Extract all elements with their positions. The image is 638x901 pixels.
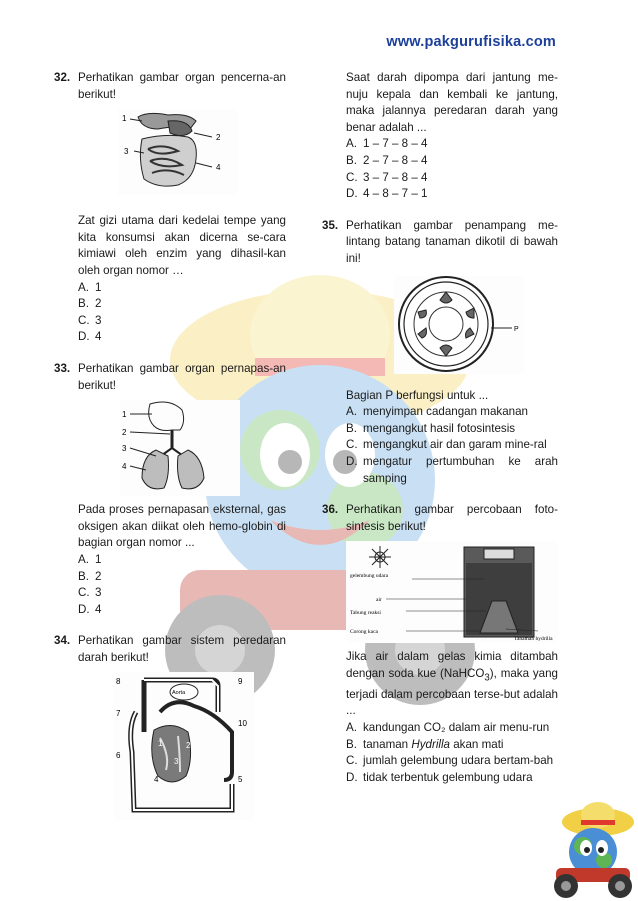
option-c[interactable]: C. 3 – 7 – 8 – 4 (346, 170, 428, 184)
question-34 (54, 633, 286, 820)
option-d[interactable]: D. tidak terbentuk gelembung udara (346, 770, 533, 784)
option-a[interactable]: A. 1 (78, 280, 102, 294)
stem-cross-section-figure (394, 276, 558, 374)
question-stem: Pada proses pernapasan eksternal, gas oksigen akan diikat oleh hemo-globin di bagian organ nomor ... (78, 503, 286, 550)
site-url[interactable]: www.pakgurufisika.com (386, 34, 556, 50)
question-number: 35. (322, 218, 339, 232)
photosynthesis-figure (346, 541, 558, 643)
label-aorta: Aorta (172, 690, 186, 697)
label-2: 2 (216, 133, 221, 143)
option-c[interactable]: C. 3 (78, 586, 102, 600)
question-35 (322, 218, 558, 487)
label-1: 1 (122, 114, 127, 124)
digestive-figure (118, 109, 286, 195)
option-b[interactable]: B. tanaman Hydrilla akan mati (346, 737, 504, 751)
label-5: 5 (238, 775, 243, 785)
question-36 (322, 502, 558, 786)
label-3: 3 (122, 444, 127, 454)
question-stem: Saat darah dipompa dari jantung me-nuju kepala dan kembali ke jantung, maka jalannya peredaran darah yang benar adalah ... (346, 71, 558, 134)
option-d[interactable]: D. mengatur pertumbuhan ke arah samping (346, 454, 558, 485)
question-34-continued (322, 70, 558, 203)
option-b[interactable]: B. 2 – 7 – 8 – 4 (346, 153, 428, 167)
question-text: Perhatikan gambar penampang me-lintang batang tanaman dikotil di bawah ini! (346, 218, 558, 265)
label-8: 8 (116, 677, 121, 687)
option-d[interactable]: D. 4 – 8 – 7 – 1 (346, 187, 428, 201)
label-water: air (376, 597, 382, 604)
label-1: 1 (122, 410, 127, 420)
option-c[interactable]: C. jumlah gelembung udara bertam-bah (346, 754, 554, 768)
label-tube: Tabung reaksi (350, 610, 381, 617)
label-10: 10 (238, 719, 247, 729)
left-column (54, 70, 286, 826)
label-4: 4 (154, 775, 159, 785)
label-3: 3 (174, 757, 179, 767)
question-32 (54, 70, 286, 346)
label-4: 4 (216, 163, 221, 173)
option-c[interactable]: C. 3 (78, 313, 102, 327)
option-a[interactable]: A. 1 (78, 552, 102, 566)
label-1: 1 (158, 739, 163, 749)
question-stem: Bagian P berfungsi untuk ... (346, 388, 489, 402)
label-6: 6 (116, 751, 121, 761)
option-a[interactable]: A. kandungan CO₂ dalam air menu-run (346, 720, 550, 734)
question-text: Perhatikan gambar sistem peredaran darah berikut! (78, 634, 286, 664)
option-a[interactable]: A. menyimpan cadangan makanan (346, 405, 528, 419)
label-funnel: Corong kaca (350, 629, 378, 636)
mascot-logo (548, 800, 638, 900)
question-number: 34. (54, 634, 71, 648)
label-4: 4 (122, 462, 127, 472)
label-bubble: gelembung udara (350, 573, 389, 580)
question-text: Perhatikan gambar percobaan foto-sintesis berikut! (346, 503, 558, 533)
option-d[interactable]: D. 4 (78, 602, 102, 616)
label-7: 7 (116, 709, 121, 719)
label-2: 2 (122, 428, 127, 438)
label-9: 9 (238, 677, 243, 687)
question-number: 33. (54, 361, 71, 375)
option-a[interactable]: A. 1 – 7 – 8 – 4 (346, 137, 428, 151)
option-b[interactable]: B. 2 (78, 297, 102, 311)
question-number: 36. (322, 503, 339, 517)
respiratory-figure (120, 400, 286, 496)
question-33 (54, 361, 286, 618)
label-2: 2 (186, 741, 191, 751)
label-plant: Tanaman hydrilla (514, 636, 553, 643)
question-number: 32. (54, 71, 71, 84)
question-text: Perhatikan gambar organ pernapas-an berikut! (78, 361, 286, 392)
right-column (322, 70, 558, 786)
option-b[interactable]: B. 2 (78, 569, 102, 583)
question-stem: Jika air dalam gelas kimia ditambah dengan soda kue (NaHCO$_3$), maka yang terjadi dalam percobaan terse-but adalah ... (346, 650, 558, 718)
circulatory-figure (114, 672, 286, 820)
question-text: Perhatikan gambar organ pencerna-an berikut! (78, 71, 286, 101)
question-stem: Zat gizi utama dari kedelai tempe yang kita konsumsi akan dicerna se-cara kimiawi oleh enzim yang dihasil-kan oleh organ nomor … (78, 214, 286, 277)
option-c[interactable]: C. mengangkut air dan garam mine-ral (346, 438, 547, 452)
option-b[interactable]: B. mengangkut hasil fotosintesis (346, 421, 516, 435)
label-3: 3 (124, 147, 129, 157)
label-p: P (514, 325, 519, 333)
option-d[interactable]: D. 4 (78, 330, 102, 344)
